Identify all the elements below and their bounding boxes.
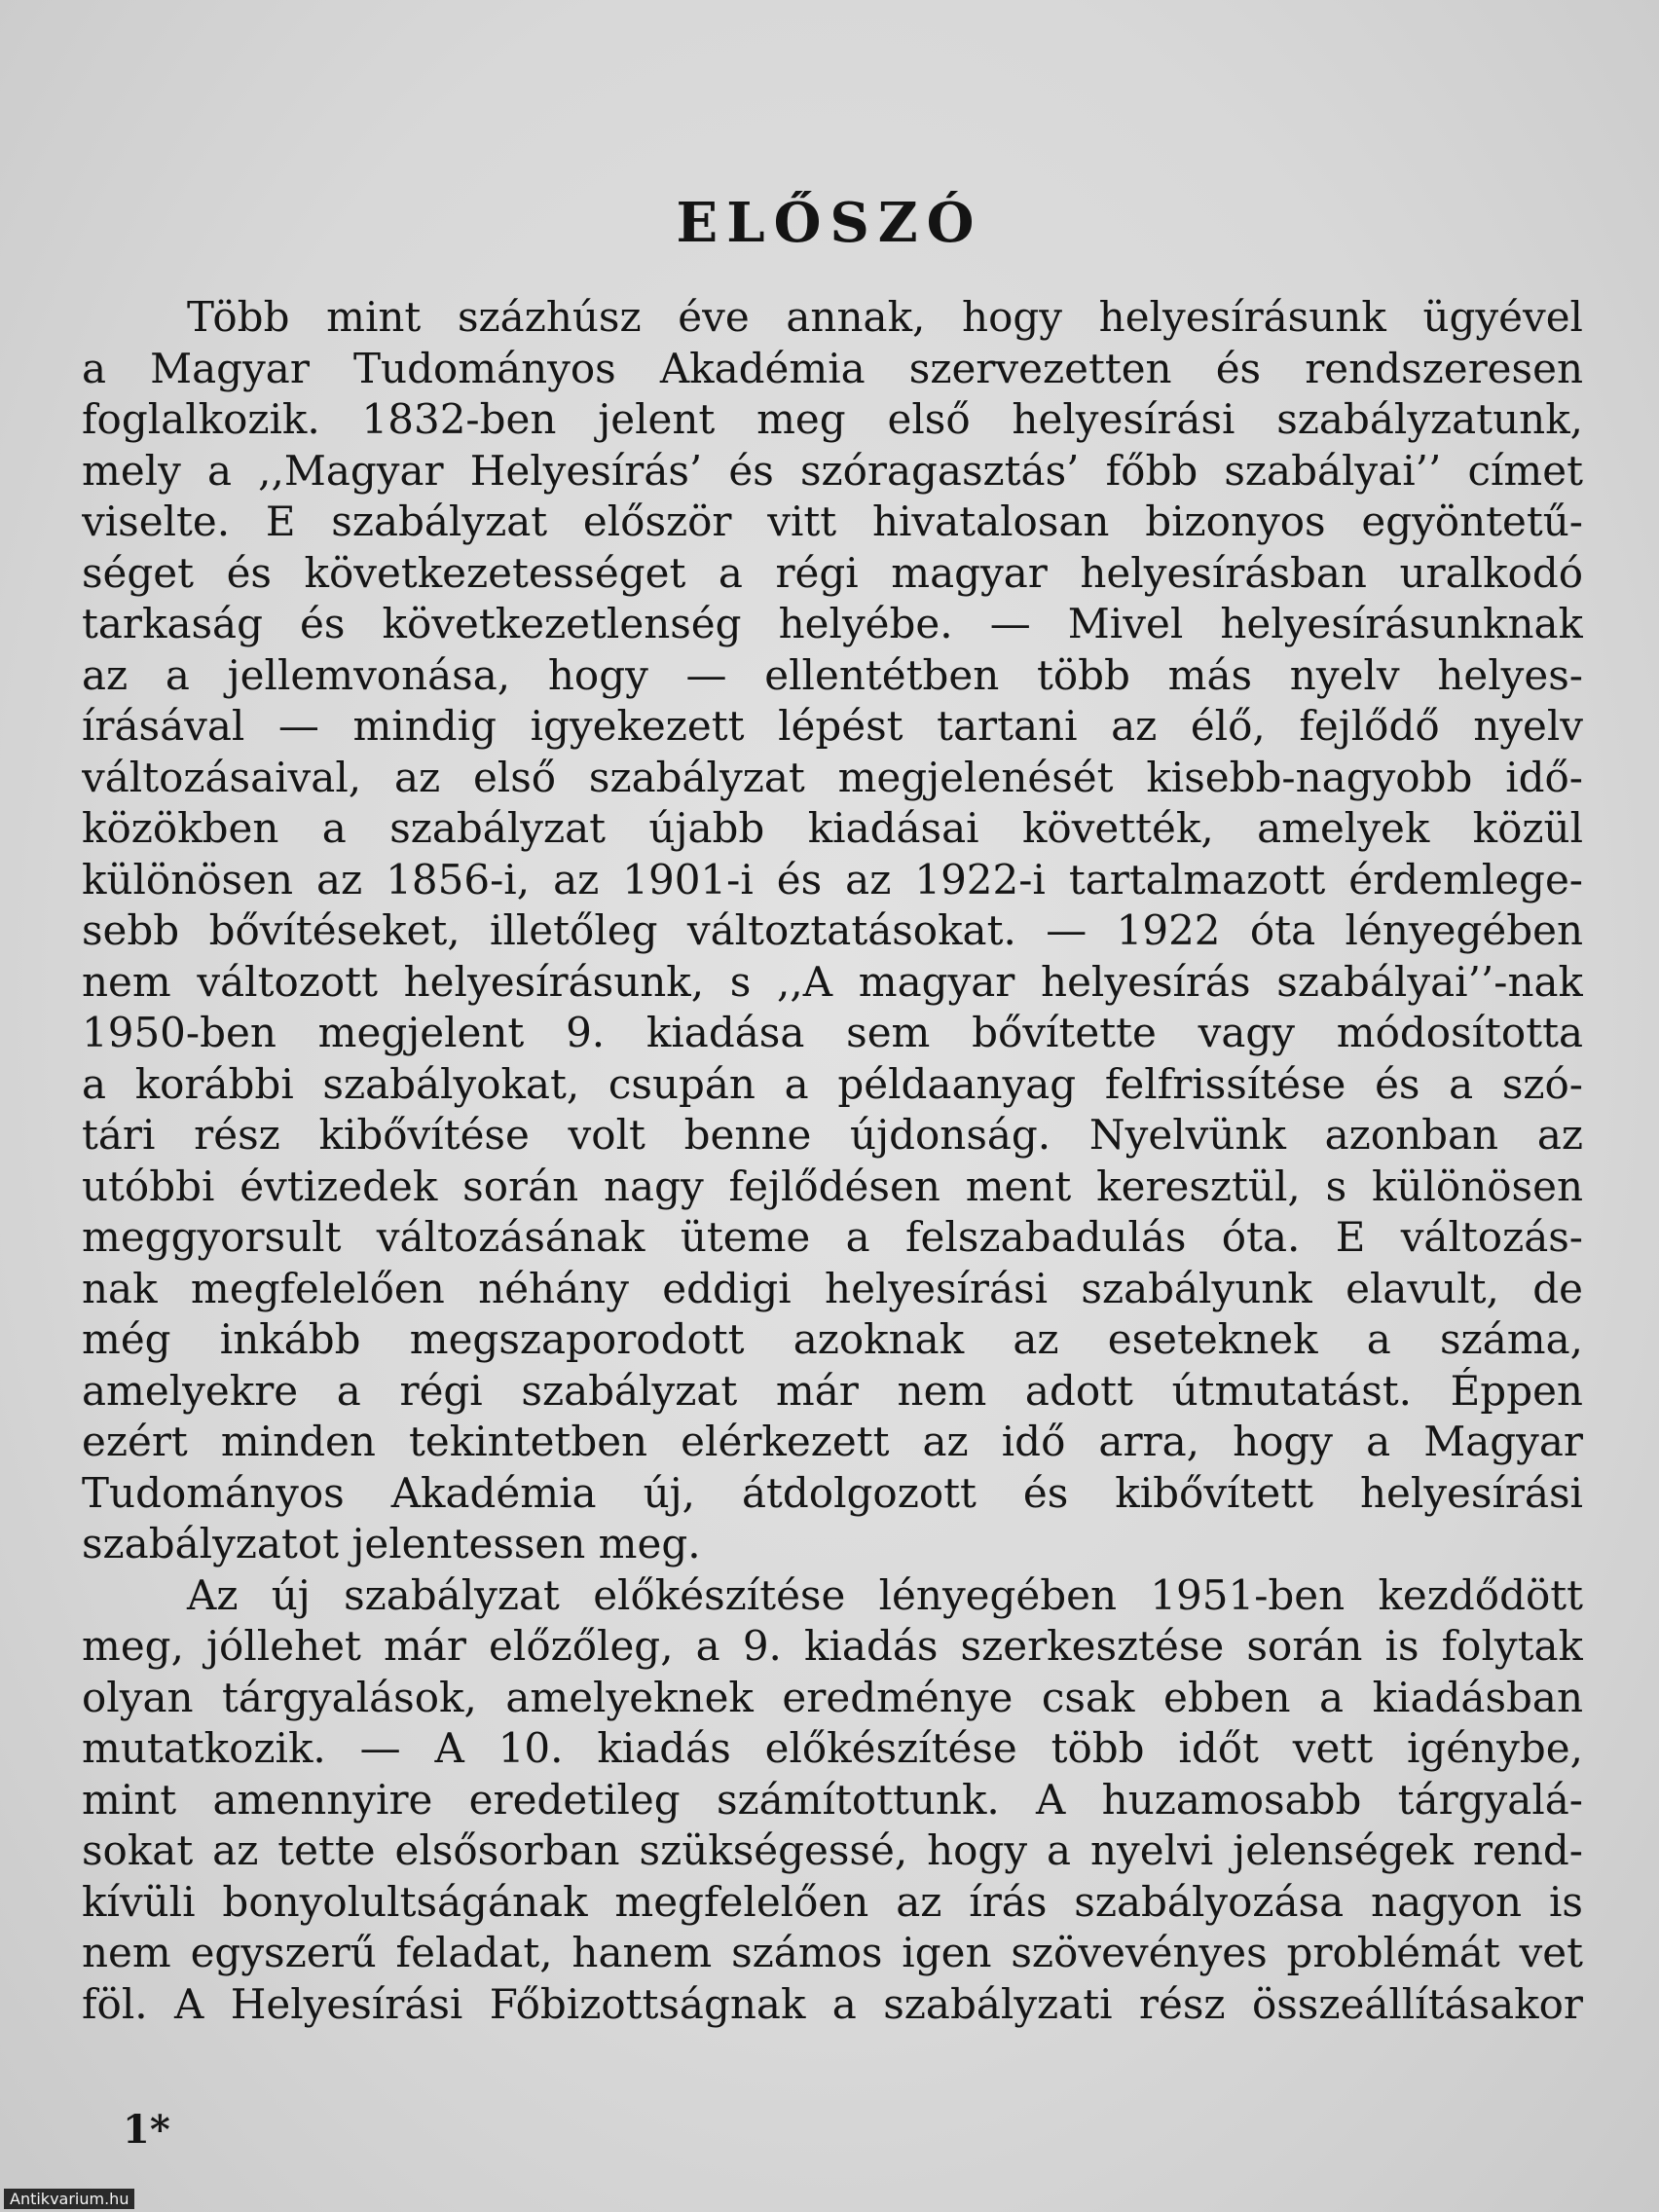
text-line: még inkább megszaporodott azoknak az eseteknek a száma, bbox=[82, 1315, 1583, 1363]
text-line: utóbbi évtizedek során nagy fejlődésen ment keresztül, s különösen bbox=[82, 1161, 1583, 1210]
text-line: kívüli bonyolultságának megfelelően az írás szabályozása nagyon is bbox=[82, 1877, 1583, 1926]
text-line: Tudományos Akadémia új, átdolgozott és kibővített helyesírási bbox=[82, 1468, 1583, 1517]
text-line: különösen az 1856-i, az 1901-i és az 1922-i tartalmazott érdemlege- bbox=[82, 855, 1583, 903]
watermark: Antikvarium.hu bbox=[4, 2189, 134, 2209]
text-line: sebb bővítéseket, illetőleg változtatásokat. — 1922 óta lényegében bbox=[82, 906, 1583, 954]
text-line: változásaival, az első szabályzat megjelenését kisebb-nagyobb idő- bbox=[82, 753, 1583, 801]
text-line: föl. A Helyesírási Főbizottságnak a szabályzati rész összeállításakor bbox=[82, 1979, 1583, 2028]
text-line: mint amennyire eredetileg számítottunk. A huzamosabb tárgyalá- bbox=[82, 1775, 1583, 1824]
text-line: szabályzatot jelentessen meg. bbox=[82, 1520, 701, 1567]
text-line: sokat az tette elsősorban szükségessé, hogy a nyelvi jelenségek rend- bbox=[82, 1826, 1583, 1874]
text-line: mely a ,,Magyar Helyesírás’ és szóragasztás’ főbb szabályai’’ címet bbox=[82, 446, 1583, 495]
text-line: tarkaság és következetlenség helyébe. — Mivel helyesírásunknak bbox=[82, 600, 1583, 647]
page-number: 1* bbox=[123, 2107, 170, 2153]
text-line: tári rész kibővítése volt benne újdonság. Nyelvünk azonban az bbox=[82, 1111, 1583, 1159]
text-line: az a jellemvonása, hogy — ellentétben több más nyelv helyes- bbox=[82, 650, 1583, 699]
text-line: nem változott helyesírásunk, s ,,A magyar helyesírás szabályai’’-nak bbox=[82, 957, 1583, 1006]
text-line: olyan tárgyalások, amelyeknek eredménye csak ebben a kiadásban bbox=[82, 1673, 1583, 1721]
text-line: Több mint százhúsz éve annak, hogy helyesírásunk ügyével bbox=[187, 293, 1583, 341]
text-line: foglalkozik. 1832-ben jelent meg első helyesírási szabályzatunk, bbox=[82, 395, 1583, 443]
text-line: Az új szabályzat előkészítése lényegében 1951-ben kezdődött bbox=[187, 1570, 1583, 1619]
text-line: nem egyszerű feladat, hanem számos igen szövevényes problémát vet bbox=[82, 1929, 1583, 1976]
text-line: ezért minden tekintetben elérkezett az idő arra, hogy a Magyar bbox=[82, 1418, 1583, 1465]
text-line: a korábbi szabályokat, csupán a példaanyag felfrissítése és a szó- bbox=[82, 1059, 1583, 1108]
text-line: séget és következetességet a régi magyar helyesírásban uralkodó bbox=[82, 548, 1583, 597]
text-line: írásával — mindig igyekezett lépést tartani az élő, fejlődő nyelv bbox=[82, 702, 1583, 750]
text-line: nak megfelelően néhány eddigi helyesírási szabályunk elavult, de bbox=[82, 1264, 1583, 1312]
text-line: viselte. E szabályzat először vitt hivatalosan bizonyos egyöntetű- bbox=[82, 498, 1583, 545]
text-line: meggyorsult változásának üteme a felszabadulás óta. E változás- bbox=[82, 1213, 1583, 1261]
text-line: 1950-ben megjelent 9. kiadása sem bővítette vagy módosította bbox=[82, 1009, 1583, 1056]
body-text bbox=[82, 292, 1583, 2030]
text-line: közökben a szabályzat újabb kiadásai követték, amelyek közül bbox=[82, 804, 1583, 852]
text-line: mutatkozik. — A 10. kiadás előkészítése több időt vett igénybe, bbox=[82, 1724, 1583, 1772]
text-line: meg, jóllehet már előzőleg, a 9. kiadás szerkesztése során is folytak bbox=[82, 1622, 1583, 1670]
page-title: ELŐSZÓ bbox=[676, 191, 983, 255]
text-line: a Magyar Tudományos Akadémia szervezetten és rendszeresen bbox=[82, 344, 1583, 392]
text-line: amelyekre a régi szabályzat már nem adott útmutatást. Éppen bbox=[82, 1366, 1583, 1415]
